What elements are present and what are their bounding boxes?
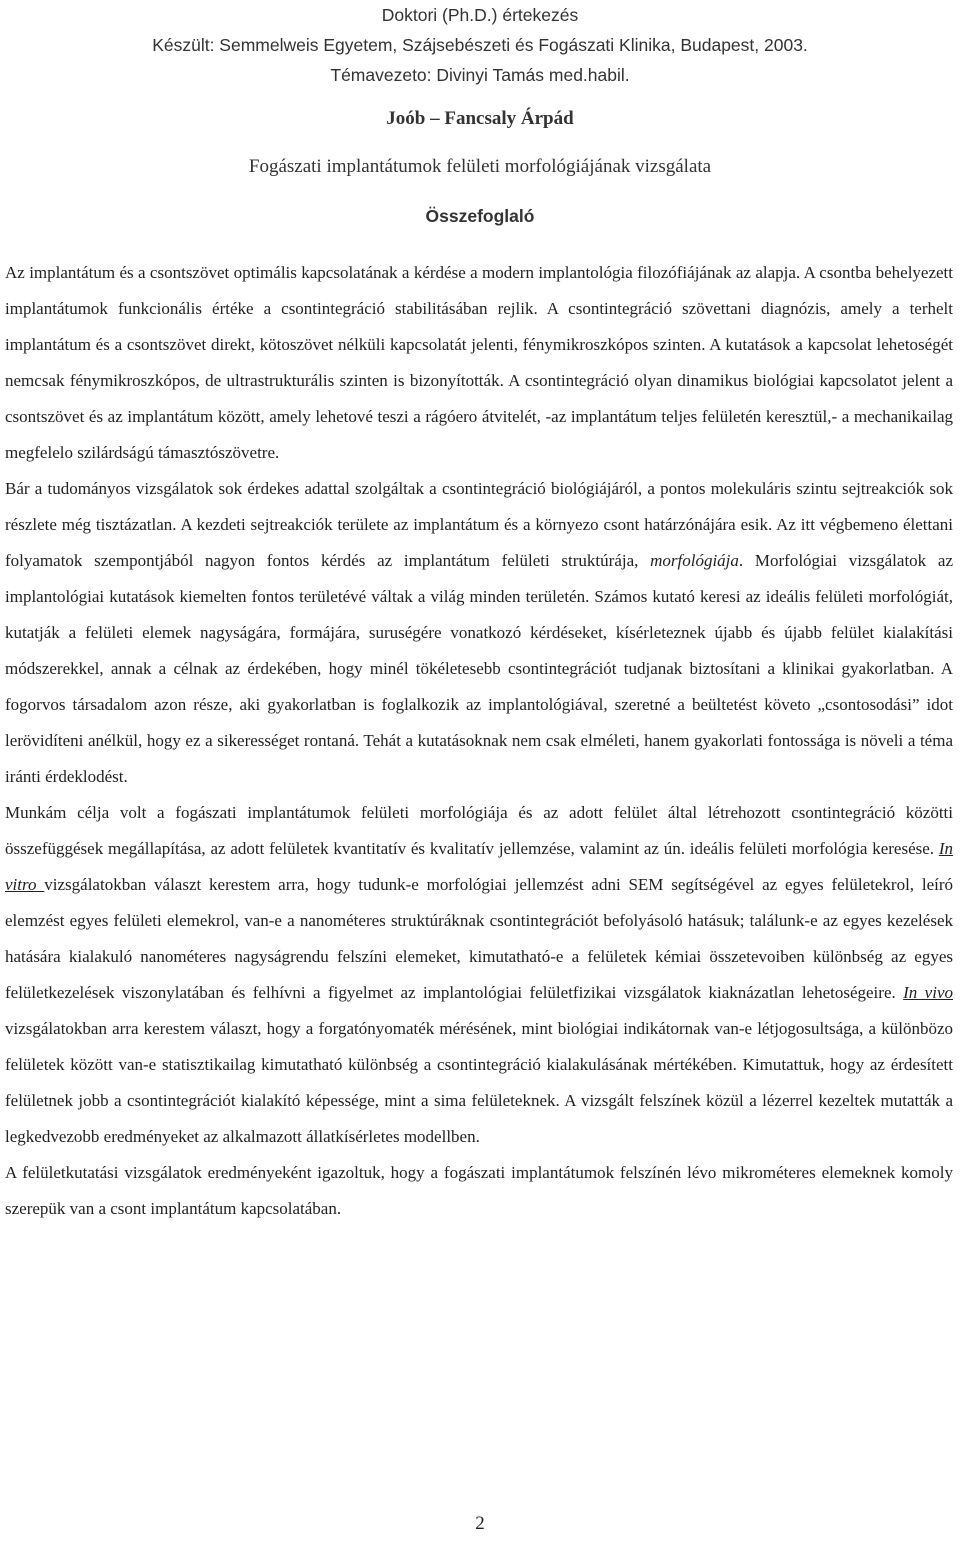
thesis-title: Fogászati implantátumok felületi morfológiájának vizsgálata (248, 156, 712, 177)
paragraph-4: A felületkutatási vizsgálatok eredményeként igazoltuk, hogy a fogászati implantátumok felszínén lévo mikrométeres elemeknek komoly szerepük van a csont implantátum kapcsolatában. (5, 1163, 953, 1218)
in-vivo-term: In vivo (903, 983, 953, 1002)
author-name: Joób – Fancsaly Árpád (386, 108, 574, 129)
summary-body (5, 255, 953, 1227)
header-institution: Készült: Semmelweis Egyetem, Szájsebészeti és Fogászati Klinika, Budapest, 2003. (152, 35, 808, 55)
paragraph-1: Az implantátum és a csontszövet optimális kapcsolatának a kérdése a modern implantológia filozófiájának az alapja. A csontba behelyezett implantátumok funkcionális értéke a csontintegráció stabilitásában rejlik. A csontintegráció szövettani diagnózis, amely a terhelt implantátum és a csontszövet direkt, kötoszövet nélküli kapcsolatát jelenti, fénymikroszkópos szinten. A kutatások a kapcsolat lehetoségét nemcsak fénymikroszkópos, de ultrastrukturális szinten is bizonyították. A csontintegráció olyan dinamikus biológiai kapcsolatot jelent a csontszövet és az implantátum között, amely lehetové teszi a rágóero átvitelét, -az implantátum teljes felületén keresztül,- a mechanikailag megfelelo szilárdságú támasztószövetre. (5, 263, 953, 462)
section-title: Összefoglaló (425, 206, 535, 226)
paragraph-3: Munkám célja volt a fogászati implantátumok felületi morfológiája és az adott felület által létrehozott csontintegráció közötti összefüggések megállapítása, az adott felületek kvantitatív és kvalitatív jellemzése, valamint az ún. ideális felületi morfológia keresése. In vitro vizsgálatokban választ kerestem arra, hogy tudunk-e morfológiai jellemzést adni SEM segítségével az egyes felületekrol, leíró elemzést egyes felületi elemekrol, van-e a nanométeres struktúráknak csontintegrációt befolyásoló hatásuk; találunk-e az egyes kezelések hatására kialakuló nanométeres nagyságrendu felszíni elemeket, kimutatható-e a felületek kémiai összetevoiben különbség az egyes felületkezelések viszonylatában és felhívni a figyelmet az implantológiai felületfizikai vizsgálatok kiaknázatlan lehetoségeire. In vivo vizsgálatokban arra kerestem választ, hogy a forgatónyomaték mérésének, mint biológiai indikátornak van-e létjogosultsága, a különbözo felületek között van-e statisztikailag kimutatható különbség a csontintegráció kialakulásának mértékében. Kimutattuk, hogy az érdesített felületnek jobb a csontintegrációt kialakító képessége, mint a sima felületeknek. A vizsgált felszínek közül a lézerrel kezeltek mutatták a legkedvezobb eredményeket az alkalmazott állatkísérletes modellben. (5, 803, 953, 1146)
page-number: 2 (475, 1513, 485, 1534)
paragraph-2: Bár a tudományos vizsgálatok sok érdekes adattal szolgáltak a csontintegráció biológiájáról, a pontos molekuláris szintu sejtreakciók sok részlete még tisztázatlan. A kezdeti sejtreakciók területe az implantátum és a környezo csont határzónájára esik. Az itt végbemeno élettani folyamatok szempontjából nagyon fontos kérdés az implantátum felületi struktúrája, morfológiája. Morfológiai vizsgálatok az implantológiai kutatások kiemelten fontos területévé váltak a világ minden területén. Számos kutató keresi az ideális felületi morfológiát, kutatják a felületi elemek nagyságára, formájára, suruségére vonatkozó kérdéseket, kísérleteznek újabb és újabb felület kialakítási módszerekkel, annak a célnak az érdekében, hogy minél tökéletesebb csontintegrációt tudjanak biztosítani a klinikai gyakorlatban. A fogorvos társadalom azon része, aki gyakorlatban is foglalkozik az implantológiával, szeretné a beültetést követo „csontosodási” idot lerövidíteni anélkül, hogy ez a sikerességet rontaná. Tehát a kutatásoknak nem csak elméleti, hanem gyakorlati fontossága is növeli a téma iránti érdeklodést. (5, 479, 953, 786)
header-supervisor: Témavezeto: Divinyi Tamás med.habil. (330, 65, 630, 85)
italic-term: morfológiája (650, 551, 739, 570)
document-header (0, 0, 960, 90)
header-degree: Doktori (Ph.D.) értekezés (381, 5, 579, 25)
in-vitro-term: In vitro (5, 839, 953, 894)
